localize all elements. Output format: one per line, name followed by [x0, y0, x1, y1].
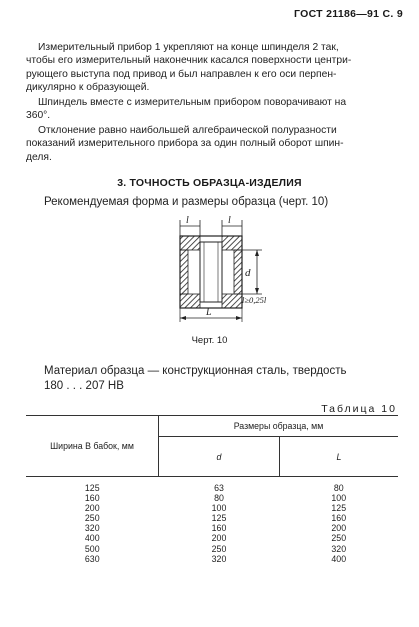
cell-L: 100	[331, 493, 347, 504]
cell-width: 200	[84, 503, 100, 514]
cell-d: 200	[211, 533, 227, 544]
header-width: Ширина B бабок, мм	[50, 441, 134, 451]
header-L: L	[280, 437, 399, 477]
text-line: 360°.	[26, 110, 51, 122]
cell-d: 125	[211, 513, 227, 524]
cell-width: 125	[84, 483, 100, 493]
table-title: Таблица 10	[321, 403, 397, 415]
label-tolerance: l≥0,25l	[242, 295, 267, 305]
cell-L: 160	[331, 513, 347, 524]
cell-width: 250	[84, 513, 100, 524]
cell-L: 125	[331, 503, 347, 514]
page-header: ГОСТ 21186—91 С. 9	[293, 8, 403, 20]
paragraph-spindle	[26, 96, 398, 123]
label-l-left: l	[186, 215, 189, 226]
table-row	[26, 503, 398, 513]
cell-L: 320	[331, 543, 347, 554]
material-line: Материал образца — конструкционная сталь, твердость	[44, 365, 347, 377]
cell-L: 400	[331, 553, 347, 564]
cell-width: 320	[84, 523, 100, 534]
text-line: Измерительный прибор 1 укрепляют на конце шпинделя 2 так,	[38, 42, 339, 53]
dimensions-table	[26, 415, 398, 564]
header-d: d	[159, 437, 280, 477]
cell-width: 500	[84, 543, 100, 554]
text-line: Шпиндель вместе с измерительным прибором поворачивают на	[38, 97, 347, 108]
table-row	[26, 493, 398, 503]
label-l-right: l	[228, 215, 231, 226]
cell-L: 250	[331, 533, 347, 544]
material-note	[44, 364, 384, 393]
cell-width: 400	[84, 533, 100, 544]
cell-L: 200	[331, 523, 347, 534]
section-title: 3. ТОЧНОСТЬ ОБРАЗЦА-ИЗДЕЛИЯ	[117, 177, 302, 189]
table-row	[26, 554, 398, 564]
header-specimen-size: Размеры образца, мм	[159, 416, 399, 437]
text-line: Отклонение равно наибольшей алгебраической полуразности	[38, 125, 337, 136]
label-L: L	[206, 307, 212, 318]
cell-d: 63	[214, 483, 224, 493]
table-row	[26, 513, 398, 523]
cell-width: 630	[84, 553, 100, 564]
label-d: d	[245, 267, 251, 279]
text-line: дикулярно к образующей.	[26, 81, 150, 93]
table-row	[26, 544, 398, 554]
text-line: показаний измерительного прибора за один полный оборот шпин-	[26, 138, 344, 150]
specimen-drawing	[150, 212, 290, 327]
figure-intro: Рекомендуемая форма и размеры образца (черт. 10)	[44, 196, 329, 208]
paragraph-measuring-device	[26, 41, 398, 94]
table-row	[26, 523, 398, 533]
text-line: чтобы его измерительный наконечник касался поверхности центри-	[26, 55, 352, 67]
cell-L: 80	[333, 483, 344, 493]
figure-caption: Черт. 10	[191, 335, 228, 346]
cell-d: 250	[211, 543, 227, 554]
cell-d: 100	[211, 503, 227, 514]
cell-d: 160	[211, 523, 227, 534]
table-row	[26, 477, 398, 494]
text-line: рующего выступа под привод и был направлен к его оси перпен-	[26, 68, 337, 80]
cell-width: 160	[84, 493, 100, 504]
table-row	[26, 533, 398, 543]
cell-d: 80	[214, 493, 224, 504]
material-hardness: 180 . . . 207 НВ	[44, 379, 124, 392]
paragraph-deviation	[26, 124, 398, 164]
cell-d: 320	[211, 553, 227, 564]
text-line: деля.	[26, 151, 52, 163]
